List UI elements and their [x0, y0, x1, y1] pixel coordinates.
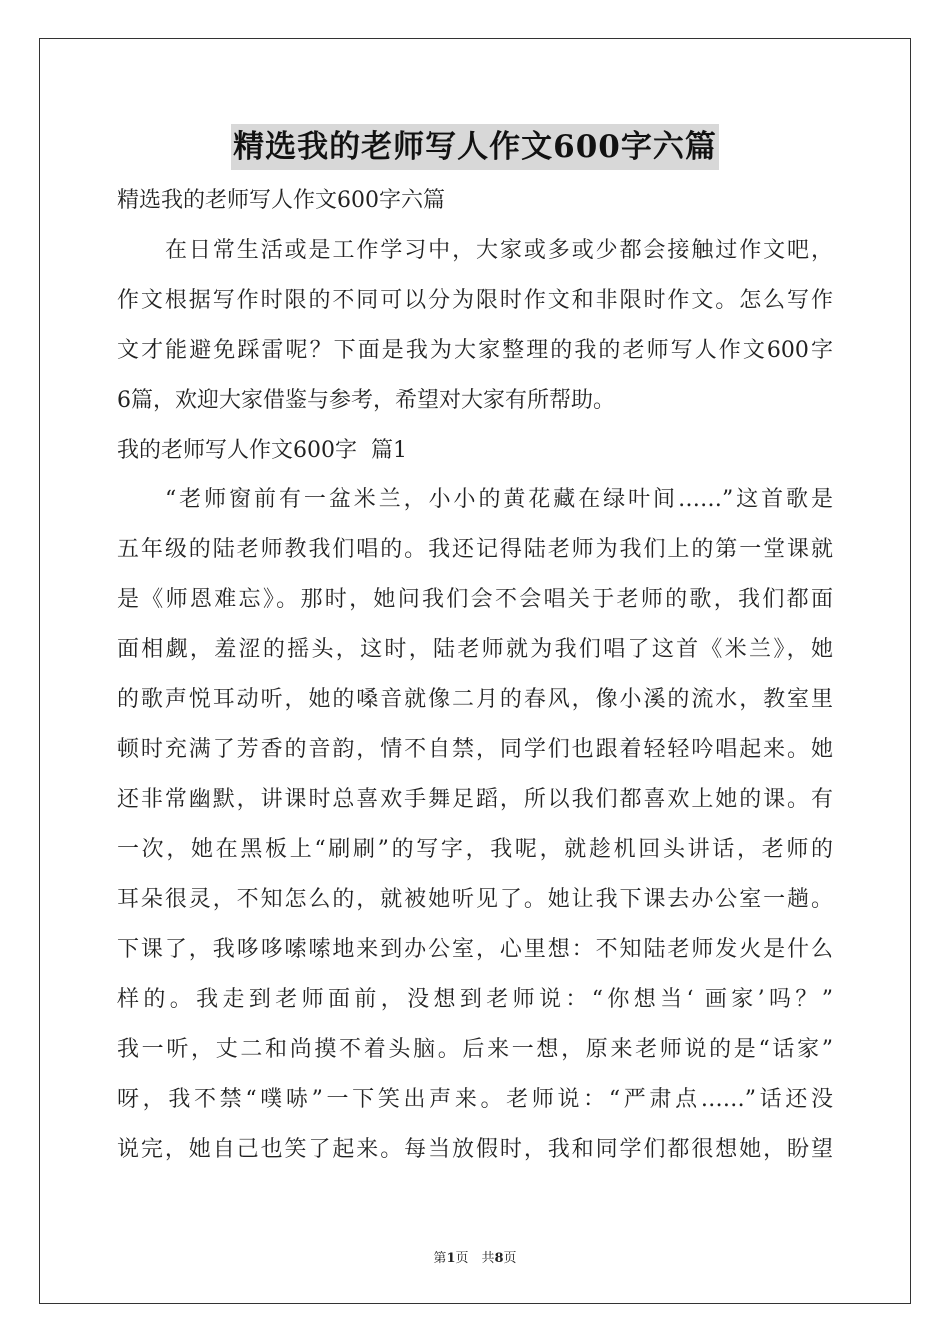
footer-suffix: 页	[503, 1251, 517, 1266]
intro-line: 作文根据写作时限的不同可以分为限时作文和非限时作文。怎么写作	[117, 288, 833, 313]
section-heading: 我的老师写人作文600字 篇1	[117, 438, 407, 463]
body-line: 呀，我不禁“噗哧”一下笑出声来。老师说：“严肃点……”话还没	[117, 1087, 833, 1112]
body-line: 面相觑，羞涩的摇头，这时，陆老师就为我们唱了这首《米兰》，她	[117, 637, 833, 662]
document-subtitle: 精选我的老师写人作文600字六篇	[117, 188, 445, 213]
body-line: 五年级的陆老师教我们唱的。我还记得陆老师为我们上的第一堂课就	[117, 537, 833, 562]
body-line: 还非常幽默，讲课时总喜欢手舞足蹈，所以我们都喜欢上她的课。有	[117, 787, 833, 812]
total-page-number: 8	[494, 1251, 504, 1266]
current-page-number: 1	[446, 1251, 456, 1266]
intro-line: 6篇，欢迎大家借鉴与参考，希望对大家有所帮助。	[117, 388, 615, 413]
body-line: “老师窗前有一盆米兰，小小的黄花藏在绿叶间……”这首歌是	[165, 487, 833, 512]
body-line: 一次，她在黑板上“刷刷”的写字，我呢，就趁机回头讲话，老师的	[117, 837, 833, 862]
body-line: 的歌声悦耳动听，她的嗓音就像二月的春风，像小溪的流水，教室里	[117, 687, 833, 712]
body-line: 下课了，我哆哆嗦嗦地来到办公室，心里想：不知陆老师发火是什么	[117, 937, 833, 962]
footer-prefix: 第	[433, 1251, 447, 1266]
body-line: 说完，她自己也笑了起来。每当放假时，我和同学们都很想她，盼望	[117, 1137, 833, 1162]
document-title: 精选我的老师写人作文600字六篇	[231, 124, 719, 170]
body-line: 我一听，丈二和尚摸不着头脑。后来一想，原来老师说的是“话家”	[117, 1037, 833, 1062]
intro-line: 文才能避免踩雷呢？下面是我为大家整理的我的老师写人作文600字	[117, 338, 833, 363]
title-block	[0, 124, 950, 170]
footer-mid: 页 共	[455, 1251, 495, 1266]
page-footer	[0, 1247, 950, 1266]
body-line: 耳朵很灵，不知怎么的，就被她听见了。她让我下课去办公室一趟。	[117, 887, 833, 912]
body-line: 是《师恩难忘》。那时，她问我们会不会唱关于老师的歌，我们都面	[117, 587, 833, 612]
intro-line: 在日常生活或是工作学习中，大家或多或少都会接触过作文吧，	[165, 238, 833, 263]
body-line: 样的。我走到老师面前，没想到老师说：“你想当‘ 画家’吗？”	[117, 987, 833, 1012]
body-line: 顿时充满了芳香的音韵，情不自禁，同学们也跟着轻轻吟唱起来。她	[117, 737, 833, 762]
